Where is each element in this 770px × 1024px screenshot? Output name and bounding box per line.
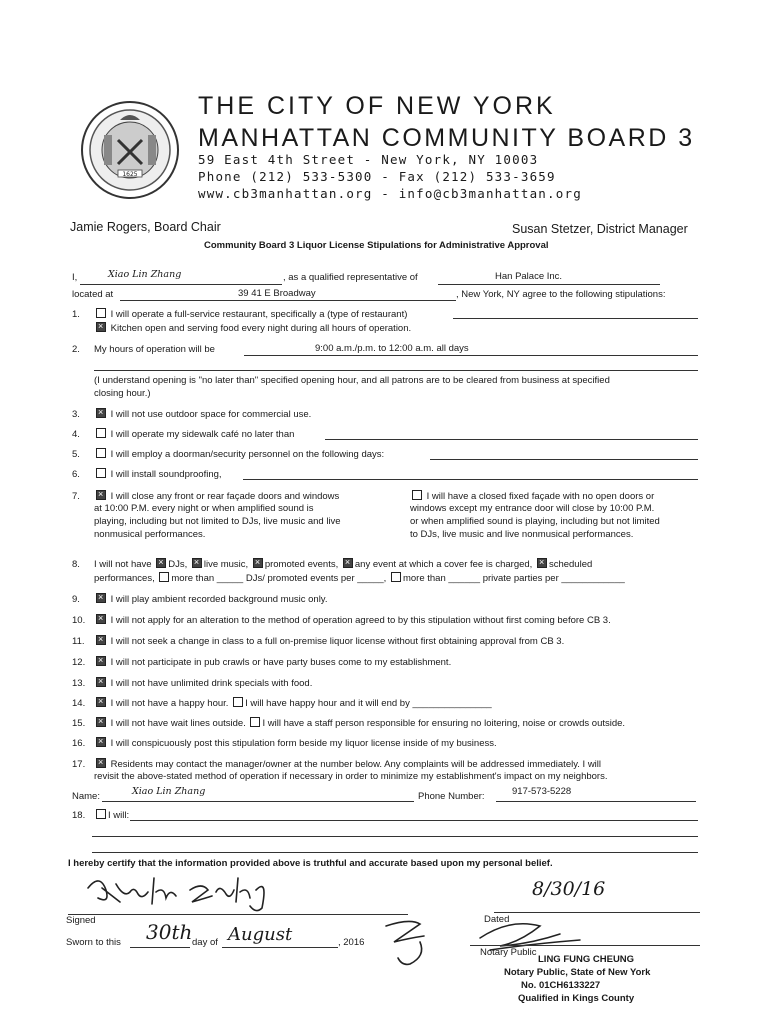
- sworn-year: , 2016: [338, 937, 365, 948]
- stamp-county: Qualified in Kings County: [518, 993, 635, 1004]
- item-7-left-2: at 10:00 P.M. every night or when amplified sound is: [94, 503, 314, 514]
- signed-label: Signed: [66, 915, 96, 926]
- name-label: Name:: [72, 791, 100, 802]
- checkbox-6[interactable]: [96, 468, 106, 478]
- item-12: 12.× I will not participate in pub crawls or have party buses come to my establishment.: [72, 656, 451, 668]
- board-phone: Phone (212) 533-5300 - Fax (212) 533-3659: [198, 169, 556, 184]
- dated-label: Dated: [484, 914, 510, 925]
- stamp-name: LING FUNG CHEUNG: [538, 954, 635, 965]
- sworn-label: Sworn to this: [66, 937, 121, 948]
- intro-rep-text: , as a qualified representative of: [283, 272, 418, 283]
- item-1b: × Kitchen open and serving food every night during all hours of operation.: [94, 322, 411, 334]
- phone-label: Phone Number:: [418, 791, 485, 802]
- sworn-month: August: [228, 924, 293, 945]
- board-address: 59 East 4th Street - New York, NY 10003: [198, 152, 539, 167]
- item-17-line1: 17.× Residents may contact the manager/owner at the number below. Any complaints will be addressed immediately. I will: [72, 758, 601, 770]
- checkbox-1b-checked[interactable]: [96, 322, 106, 332]
- item-7-right-4: to DJs, live music and live nonmusical performances.: [410, 529, 634, 540]
- item-10: 10.× I will not apply for an alteration to the method of operation agreed to by this stipulation without first coming before CB 3.: [72, 614, 611, 626]
- item-7-left-4: nonmusical performances.: [94, 529, 206, 540]
- item-13: 13.× I will not have unlimited drink specials with food.: [72, 677, 312, 689]
- hours-value: 9:00 a.m./p.m. to 12:00 a.m. all days: [315, 343, 469, 354]
- hours-note-2: closing hour.): [94, 388, 151, 399]
- checkbox-7a-checked[interactable]: [96, 490, 106, 500]
- day-of-label: day of: [192, 937, 218, 948]
- stamp-number: No. 01CH6133227: [521, 980, 601, 991]
- intro-located-label: located at: [72, 289, 114, 300]
- representative-name: Xiao Lin Zhang: [108, 269, 182, 280]
- intro-i-label: I,: [72, 272, 78, 283]
- board-title: MANHATTAN COMMUNITY BOARD 3: [198, 124, 695, 152]
- item-11: 11.× I will not seek a change in class to a full on-premise liquor license without first obtaining approval from CB 3.: [72, 635, 564, 647]
- notary-initial-signature: [380, 912, 440, 968]
- form-title: Community Board 3 Liquor License Stipulations for Administrative Approval: [204, 240, 549, 251]
- item-16: 16.× I will conspicuously post this stipulation form beside my liquor license inside of my business.: [72, 737, 497, 749]
- item-8-line1: 8. I will not have × DJs, × live music, × promoted events, × any event at which a cover fee is charged, × scheduled: [72, 558, 592, 570]
- item-7-left-3: playing, including but not limited to DJs, live music and live: [94, 516, 341, 527]
- item-3: 3.× I will not use outdoor space for commercial use.: [72, 408, 311, 420]
- item-2: 2. My hours of operation will be: [72, 344, 215, 355]
- item-7-right-2: windows except my entrance door will close by 10:00 P.M.: [410, 503, 655, 514]
- item-15: 15.× I will not have wait lines outside. I will have a staff person responsible for ensuring no loitering, noise or crowds outside.: [72, 717, 625, 729]
- checkbox-1a[interactable]: [96, 308, 106, 318]
- board-web: www.cb3manhattan.org - info@cb3manhattan.org: [198, 186, 582, 201]
- item-7-right: I will have a closed fixed façade with no open doors or: [410, 490, 654, 502]
- intro-agree-text: , New York, NY agree to the following stipulations:: [456, 289, 666, 300]
- item-9: 9.× I will play ambient recorded background music only.: [72, 593, 328, 605]
- item-8-line2: performances, more than _____ DJs/ promoted events per _____, more than ______ private parties per ____________: [94, 573, 625, 584]
- item-6: 6. I will install soundproofing,: [72, 469, 222, 480]
- item-4: 4. I will operate my sidewalk café no later than: [72, 429, 295, 440]
- city-title: THE CITY OF NEW YORK: [198, 92, 556, 120]
- item-17-line2: revisit the above-stated method of operation if necessary in order to minimize my establishment's impact on my neighbors.: [94, 771, 608, 782]
- item-5: 5. I will employ a doorman/security personnel on the following days:: [72, 449, 385, 460]
- hours-note-1: (I understand opening is "no later than" specified opening hour, and all patrons are to be cleared from business at specified: [94, 375, 610, 386]
- checkbox-4[interactable]: [96, 428, 106, 438]
- sworn-day: 30th: [146, 920, 193, 944]
- stamp-title: Notary Public, State of New York: [504, 967, 651, 978]
- board-chair: Jamie Rogers, Board Chair: [70, 220, 221, 234]
- seal-year: 1625: [122, 171, 138, 178]
- contact-phone: 917-573-5228: [512, 786, 572, 797]
- district-manager: Susan Stetzer, District Manager: [512, 222, 688, 236]
- business-address: 39 41 E Broadway: [238, 288, 316, 299]
- business-name: Han Palace Inc.: [495, 271, 563, 282]
- city-seal-logo: [80, 100, 180, 200]
- item-7-left: 7.× I will close any front or rear façade doors and windows: [72, 490, 339, 502]
- item-14: 14.× I will not have a happy hour. I will have happy hour and it will end by _______________: [72, 697, 492, 709]
- date-value: 8/30/16: [532, 878, 606, 900]
- applicant-signature: [80, 868, 280, 916]
- checkbox-5[interactable]: [96, 448, 106, 458]
- item-1: 1. I will operate a full-service restaurant, specifically a (type of restaurant): [72, 309, 408, 320]
- item-18: 18. I will:: [72, 810, 130, 821]
- item-7-right-3: or when amplified sound is playing, including but not limited: [410, 516, 660, 527]
- notary-label: Notary Public: [480, 947, 537, 958]
- contact-name: Xiao Lin Zhang: [132, 786, 206, 797]
- certification: I hereby certify that the information provided above is truthful and accurate based upon my personal belief.: [68, 858, 553, 869]
- checkbox-7b[interactable]: [412, 490, 422, 500]
- checkbox-3-checked[interactable]: [96, 408, 106, 418]
